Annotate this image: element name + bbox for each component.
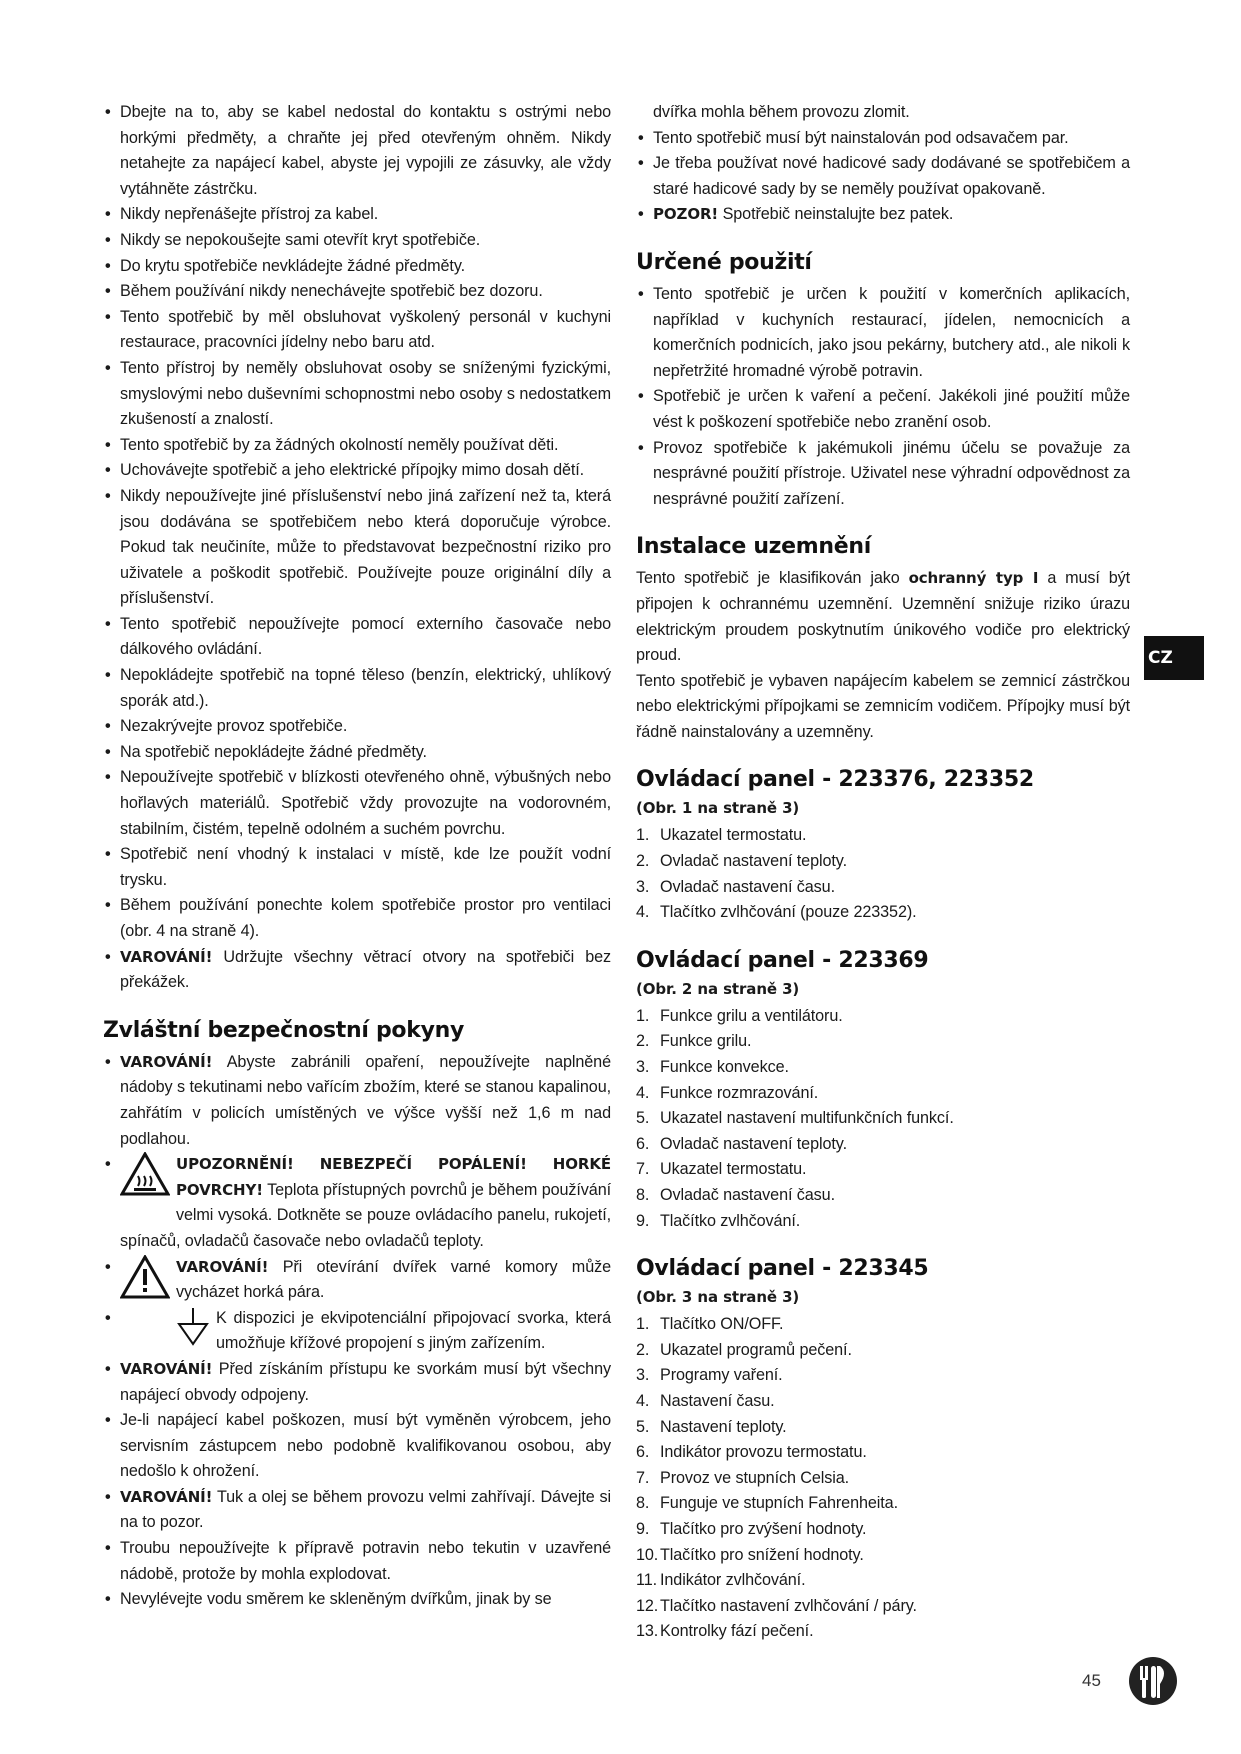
- list-item: • Na spotřebič nepokládejte žádné předměty.: [103, 740, 611, 766]
- list-item: 3. Programy vaření.: [636, 1366, 783, 1385]
- list-item: 4. Funkce rozmrazování.: [636, 1083, 819, 1102]
- panel-2-heading: Ovládací panel - 223369: [636, 947, 929, 973]
- list-item-equipotential: [103, 1306, 611, 1357]
- warning-text: Spotřebič neinstalujte bez patek.: [718, 205, 954, 224]
- safety-list: [103, 100, 611, 996]
- list-item-steam: [103, 1255, 611, 1306]
- warning-label: UPOZORNĚNÍ! NEBEZPEČÍ POPÁLENÍ! HORKÉ POVRCHY!: [176, 1155, 611, 1199]
- panel-3-figure-ref: (Obr. 3 na straně 3): [636, 1288, 800, 1307]
- left-column: [103, 100, 611, 1613]
- panel-3-list: [636, 1312, 1130, 1645]
- list-item: 7. Provoz ve stupních Celsia.: [636, 1468, 850, 1487]
- list-item: • Do krytu spotřebiče nevkládejte žádné předměty.: [103, 254, 611, 280]
- list-item: 8. Funguje ve stupních Fahrenheita.: [636, 1494, 898, 1513]
- list-item: • Nikdy nepoužívejte jiné příslušenství nebo jiná zařízení než ta, která jsou dodávána se spotřebičem nebo která doporučuje výrobce. Pokud tak neučiníte, může to představovat bezpečnostní riziko pro uživatele a poškodit spotřebič. Používejte pouze originální díly a příslušenství.: [103, 484, 611, 612]
- list-item: • Je třeba používat nové hadicové sady dodávané se spotřebičem a staré hadicové sady by se neměly používat opakovaně.: [636, 151, 1130, 202]
- special-safety-list: [103, 1050, 611, 1613]
- list-item-hot-surface: [103, 1152, 611, 1254]
- warning-triangle-icon: [120, 1255, 170, 1308]
- panel-2-figure-ref: (Obr. 2 na straně 3): [636, 979, 800, 998]
- special-safety-heading: Zvláštní bezpečnostní pokyny: [103, 1017, 465, 1043]
- list-item: • Nikdy se nepokoušejte sami otevřít kryt spotřebiče.: [103, 228, 611, 254]
- list-item-warning: [103, 945, 611, 996]
- grounding-paragraph-1: [636, 566, 1130, 668]
- list-item: • Tento spotřebič je určen k použití v komerčních aplikacích, například v kuchyních restaurací, jídelen, nemocnicích a komerčních podnicích, jako jsou pekárny, butchery atd., ale nikoli k nepřetržité hromadné výrobě potravin.: [636, 282, 1130, 384]
- list-item: • Tento spotřebič by měl obsluhovat vyškolený personál v kuchyni restaurace, pracovníci jídelny nebo baru atd.: [103, 305, 611, 356]
- list-item: 12. Tlačítko nastavení zvlhčování / páry.: [636, 1596, 917, 1615]
- panel-1-figure-ref: (Obr. 1 na straně 3): [636, 799, 800, 818]
- list-item: • Spotřebič je určen k vaření a pečení. Jakékoli jiné použití může vést k poškození spotřebiče nebo zranění osob.: [636, 384, 1130, 435]
- text-c: a musí být připojen k ochrannému uzemnění. Uzemnění snižuje riziko úrazu elektrickým proudem poskytnutím únikového vodiče pro elektrický proud.: [636, 569, 1130, 665]
- intended-use-list: [636, 282, 1130, 512]
- list-item: 6. Indikátor provozu termostatu.: [636, 1443, 867, 1462]
- hot-surface-warning-icon: [120, 1152, 170, 1205]
- cutlery-logo-icon: [1128, 1656, 1178, 1711]
- list-item-warning: [103, 1050, 611, 1152]
- warning-text: Před získáním přístupu ke svorkám musí být všechny napájecí obvody odpojeny.: [120, 1359, 611, 1404]
- list-item: 5. Nastavení teploty.: [636, 1417, 787, 1436]
- list-item-continued: dvířka mohla během provozu zlomit.: [653, 103, 910, 121]
- list-item: • Nevylévejte vodu směrem ke skleněným dvířkům, jinak by se: [103, 1587, 611, 1613]
- protection-class: ochranný typ I: [908, 569, 1039, 588]
- list-item: • Nepokládejte spotřebič na topné těleso (benzín, elektrický, uhlíkový sporák atd.).: [103, 663, 611, 714]
- list-item: • Tento spotřebič musí být nainstalován pod odsavačem par.: [636, 126, 1130, 152]
- list-item: • Nikdy nepřenášejte přístroj za kabel.: [103, 202, 611, 228]
- warning-label: VAROVÁNÍ!: [120, 1359, 213, 1378]
- list-item: 13. Kontrolky fází pečení.: [636, 1622, 814, 1641]
- warning-label: VAROVÁNÍ!: [120, 1487, 213, 1506]
- warning-text: Při otevírání dvířek varné komory může vycházet horká pára.: [176, 1257, 611, 1302]
- warning-label: VAROVÁNÍ!: [120, 1052, 213, 1071]
- panel-2-list: [636, 1004, 1130, 1234]
- list-item: 1. Ukazatel termostatu.: [636, 826, 807, 845]
- list-item: 11. Indikátor zvlhčování.: [636, 1571, 806, 1590]
- list-item: • Během používání nikdy nenechávejte spotřebič bez dozoru.: [103, 279, 611, 305]
- list-item: • Troubu nepoužívejte k přípravě potravin nebo tekutin v uzavřené nádobě, protože by mohla explodovat.: [103, 1536, 611, 1587]
- list-item-warning: [636, 202, 1130, 228]
- list-item: 6. Ovladač nastavení teploty.: [636, 1134, 847, 1153]
- warning-text: Udržujte všechny větrací otvory na spotřebiči bez překážek.: [120, 947, 611, 992]
- list-item: 4. Tlačítko zvlhčování (pouze 223352).: [636, 903, 917, 922]
- panel-1-list: [636, 823, 1130, 925]
- list-item: 4. Nastavení času.: [636, 1391, 775, 1410]
- warning-text: Abyste zabránili opaření, nepoužívejte naplněné nádoby s tekutinami nebo vařícím zbožím, které se stanou kapalinou, zahřátím v policích umístěných ve výšce vyšší než 1,6 m nad podlahou.: [120, 1052, 611, 1148]
- list-item: 2. Ovladač nastavení teploty.: [636, 852, 847, 871]
- panel-3-heading: Ovládací panel - 223345: [636, 1256, 929, 1282]
- list-item: • Nepoužívejte spotřebič v blízkosti otevřeného ohně, výbušných nebo hořlavých materiálů. Spotřebič vždy provozujte na vodorovném, stabilním, čistém, tepelně odolném a suchém povrchu.: [103, 765, 611, 842]
- list-item: 2. Funkce grilu.: [636, 1032, 752, 1051]
- warning-label: VAROVÁNÍ!: [120, 947, 213, 966]
- item-text: K dispozici je ekvipotenciální připojovací svorka, která umožňuje křížové propojení s jiným zařízením.: [216, 1308, 611, 1353]
- warning-text: Tuk a olej se během provozu velmi zahřívají. Dávejte si na to pozor.: [120, 1487, 611, 1532]
- list-item: • Tento spotřebič by za žádných okolností neměly používat děti.: [103, 433, 611, 459]
- list-item: 3. Funkce konvekce.: [636, 1058, 789, 1077]
- grounding-heading: Instalace uzemnění: [636, 534, 872, 560]
- list-item: • Tento přístroj by neměly obsluhovat osoby se sníženými fyzickými, smyslovými nebo duševními schopnostmi nebo osoby s nedostatkem zkušeností a znalostí.: [103, 356, 611, 433]
- list-item: 10. Tlačítko pro snížení hodnoty.: [636, 1545, 864, 1564]
- list-item: • Tento spotřebič nepoužívejte pomocí externího časovače nebo dálkového ovládání.: [103, 612, 611, 663]
- list-item: 3. Ovladač nastavení času.: [636, 877, 835, 896]
- list-item: 9. Tlačítko pro zvýšení hodnoty.: [636, 1519, 867, 1538]
- list-item: 1. Tlačítko ON/OFF.: [636, 1315, 784, 1334]
- warning-text: Teplota přístupných povrchů je během používání velmi vysoká. Dotkněte se pouze ovládacího panelu, rukojetí, spínačů, ovladačů časovače nebo ovladačů teploty.: [120, 1180, 611, 1250]
- intended-use-heading: Určené použití: [636, 249, 812, 275]
- list-item: • Je-li napájecí kabel poškozen, musí být vyměněn výrobcem, jeho servisním zástupcem nebo podobně kvalifikovanou osobou, aby nedošlo k ohrožení.: [103, 1408, 611, 1485]
- list-item: • Dbejte na to, aby se kabel nedostal do kontaktu s ostrými nebo horkými předměty, a chraňte jej před otevřeným ohněm. Nikdy netahejte za napájecí kabel, abyste jej vypojili ze zásuvky, ale vždy vytáhněte zástrčku.: [103, 100, 611, 202]
- list-item: 7. Ukazatel termostatu.: [636, 1160, 807, 1179]
- list-item: 1. Funkce grilu a ventilátoru.: [636, 1006, 843, 1025]
- right-column: [636, 100, 1130, 1645]
- list-item-warning: [103, 1485, 611, 1536]
- panel-1-heading: Ovládací panel - 223376, 223352: [636, 767, 1034, 793]
- continued-list: [636, 100, 1130, 228]
- list-item: • Provoz spotřebiče k jakémukoli jinému účelu se považuje za nesprávné použití přístroje. Uživatel nese výhradní odpovědnost za nesprávné použití zařízení.: [636, 436, 1130, 513]
- grounding-paragraph-2: Tento spotřebič je vybaven napájecím kabelem se zemnicí zástrčkou nebo elektrickými přípojkami se zemnicím vodičem. Přípojky musí být řádně nainstalovány a uzemněny.: [636, 671, 1130, 741]
- warning-label: VAROVÁNÍ!: [176, 1257, 269, 1276]
- list-item: • Během používání ponechte kolem spotřebiče prostor pro ventilaci (obr. 4 na straně 4).: [103, 893, 611, 944]
- text-a: Tento spotřebič je klasifikován jako: [636, 569, 909, 588]
- list-item: 8. Ovladač nastavení času.: [636, 1186, 835, 1204]
- list-item-warning: [103, 1357, 611, 1408]
- equipotential-terminal-icon: [176, 1306, 210, 1355]
- list-item: 2. Ukazatel programů pečení.: [636, 1340, 852, 1359]
- list-item: • Uchovávejte spotřebič a jeho elektrické přípojky mimo dosah dětí.: [103, 458, 611, 484]
- language-tab: CZ: [1144, 636, 1204, 680]
- list-item: 9. Tlačítko zvlhčování.: [636, 1211, 801, 1230]
- list-item: • Spotřebič není vhodný k instalaci v místě, kde lze použít vodní trysku.: [103, 842, 611, 893]
- page-number: 45: [1082, 1671, 1101, 1690]
- list-item: 5. Ukazatel nastavení multifunkčních funkcí.: [636, 1109, 954, 1128]
- list-item: • Nezakrývejte provoz spotřebiče.: [103, 714, 611, 740]
- warning-label: POZOR!: [653, 205, 719, 224]
